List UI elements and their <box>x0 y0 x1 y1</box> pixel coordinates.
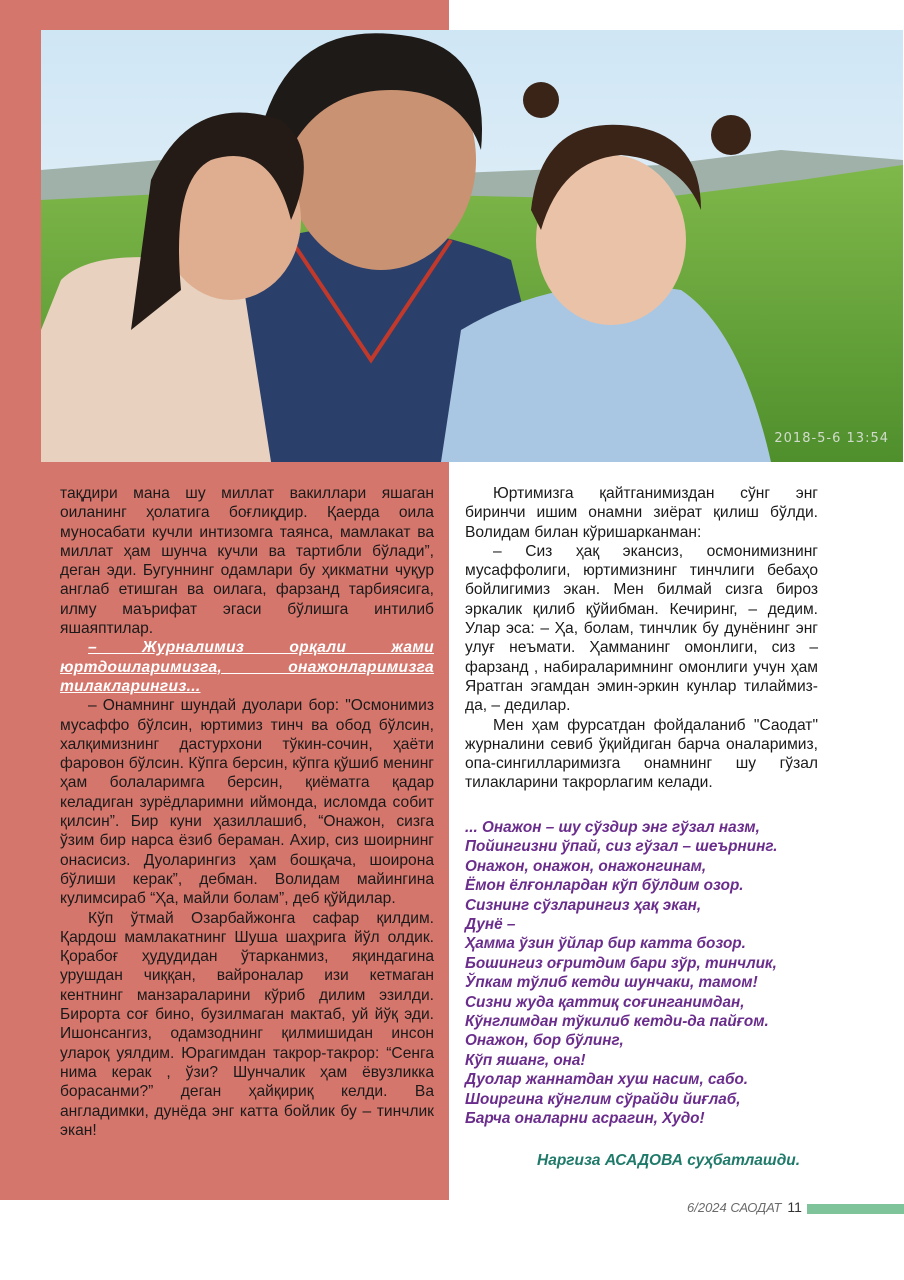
poem-line: Пойингизни ўпай, сиз гўзал – шеърнинг. <box>465 838 778 856</box>
page-number: 11 <box>787 1199 802 1215</box>
poem-line: Сизни жуда қаттиқ соғинганимдан, <box>465 993 745 1011</box>
left-paragraph-2: – Онамнинг шундай дуолари бор: "Осмонимиз мусаффо бўлсин, юртимиз тинч ва обод бўлсин, халқимизнинг дастурхони тўкин-сочин, ҳаёти фаровон бўлсин. Кўпга берсин, кўпга қўшиб менинг ҳам болаларимга берсин, қиёматга қадар келадиган зурёдларимни иймонда, исломда собит қилсин”. Бир куни ҳазиллашиб, “Онажон, сизга ўзим бир нарса ёзиб бераман. Ахир, сиз шоирнинг онасисиз. Дуоларингиз ҳам бошқача, шоирона бўлиши керак”, дебман. Волидам майингина кулимсираб “Ҳа, майли болам”, деб қўйдилар. <box>60 697 434 908</box>
poem-line: Кўп яшанг, она! <box>465 1051 586 1069</box>
family-photo <box>41 30 903 462</box>
poem-line: ... Онажон – шу сўздир энг гўзал назм, <box>465 819 760 836</box>
poem-line: Бошингиз оғритдим бари зўр, тинчлик, <box>465 954 777 972</box>
magazine-issue: 6/2024 САОДАТ <box>687 1199 782 1215</box>
right-paragraph-2: – Сиз ҳақ экансиз, осмонимизнинг мусаффолиги, юртимизнинг тинчлиги бебаҳо бойлигимиз экан. Мен билмай сизга бироз эркалик қилиб қўйибман. Кечиринг, – дедим. Улар эса: – Ҳа, болам, тинчлик бу дунёнинг энг улуғ неъмати. Ҳамманинг омонлиги, сиз – фарзанд , набираларимнинг омонлиги учун ҳам Яратган эгамдан эмин-эркин кунлар тилаймиз-да, – дедилар. <box>465 542 818 715</box>
poem-line: Кўнглимдан тўкилиб кетди-да пайғом. <box>465 1013 769 1031</box>
left-text-column <box>60 484 434 1140</box>
poem-line: Ҳамма ўзин ўйлар бир катта бозор. <box>465 935 746 953</box>
poem-line: Барча оналарни асрагин, Худо! <box>465 1110 705 1128</box>
poem-line: Шоиргина кўнглим сўрайди йиғлаб, <box>465 1090 741 1108</box>
poem-block <box>465 818 845 1129</box>
poem-line: Сизнинг сўзларингиз ҳақ экан, <box>465 896 702 914</box>
family-photo-illustration <box>41 30 903 462</box>
right-paragraph-1: Юртимизга қайтганимиздан сўнг энг биринчи ишим онамни зиёрат қилиш бўлди. Волидам билан кўришарканман: <box>465 485 818 541</box>
left-paragraph-3: Кўп ўтмай Озарбайжонга сафар қилдим. Қардош мамлакатнинг Шуша шаҳрига йўл олдик. Қорабоғ ҳудудидан ўтарканмиз, яқиндагина урушдан чиққан, вайроналар изи кетмаган кентнинг манзараларини кўриб дилим эзилди. Бирорта соғ бино, бузилмаган мактаб, уй йўқ эди. Ишонсангиз, одамзоднинг қилмишидан инсон улароқ уялдим. Юрагимдан такрор-такрор: “Сенга нима керак , ўзи? Шунчалик ҳам ёвузликка борасанми?” деган ҳайқириқ келди. Ва англадимки, дунёда энг катта бойлик бу – тинчлик экан! <box>60 909 434 1139</box>
poem-line: Ёмон ёлғонлардан кўп бўлдим озор. <box>465 877 744 895</box>
photo-timestamp: 2018-5-6 13:54 <box>774 431 889 446</box>
poem-line: Дунё – <box>465 916 516 934</box>
poem-line: Дуолар жаннатдан хуш насим, сабо. <box>465 1071 749 1089</box>
footer-accent-bar <box>807 1204 904 1214</box>
right-text-column <box>465 484 818 793</box>
page-footer <box>687 1198 808 1216</box>
right-paragraph-3: Мен ҳам фурсатдан фойдаланиб "Саодат" журналини севиб ўқийдиган барча оналаримиз, опа-сингилларимизга онамнинг шу гўзал тилакларини такрорлагим келади. <box>465 716 818 792</box>
poem-line: Ўпкам тўлиб кетди шунчаки, тамом! <box>465 974 758 992</box>
left-paragraph-1: тақдири мана шу миллат вакиллари яшаган оиланинг ҳолатига боғлиқдир. Қаерда оила муносабати кучли интизомга таянса, мамлакат ва миллат ҳам шунча кучли ва тартибли бўлади”, деган эди. Бугуннинг одамлари бу ҳикматни чуқур англаб етишган ва оилага, фарзанд тарбиясига, илму маърифат эгаси бўлишга интилиб яшаяптилар. <box>60 485 434 638</box>
interview-question: – Журналимиз орқали жами юртдошларимизга, онажонларимизга тилакларингиз... <box>60 639 434 695</box>
poem-line: Онажон, онажон, онажонгинам, <box>465 857 707 875</box>
author-credit: Наргиза АСАДОВА суҳбатлашди. <box>537 1152 801 1169</box>
poem-line: Онажон, бор бўлинг, <box>465 1032 624 1050</box>
